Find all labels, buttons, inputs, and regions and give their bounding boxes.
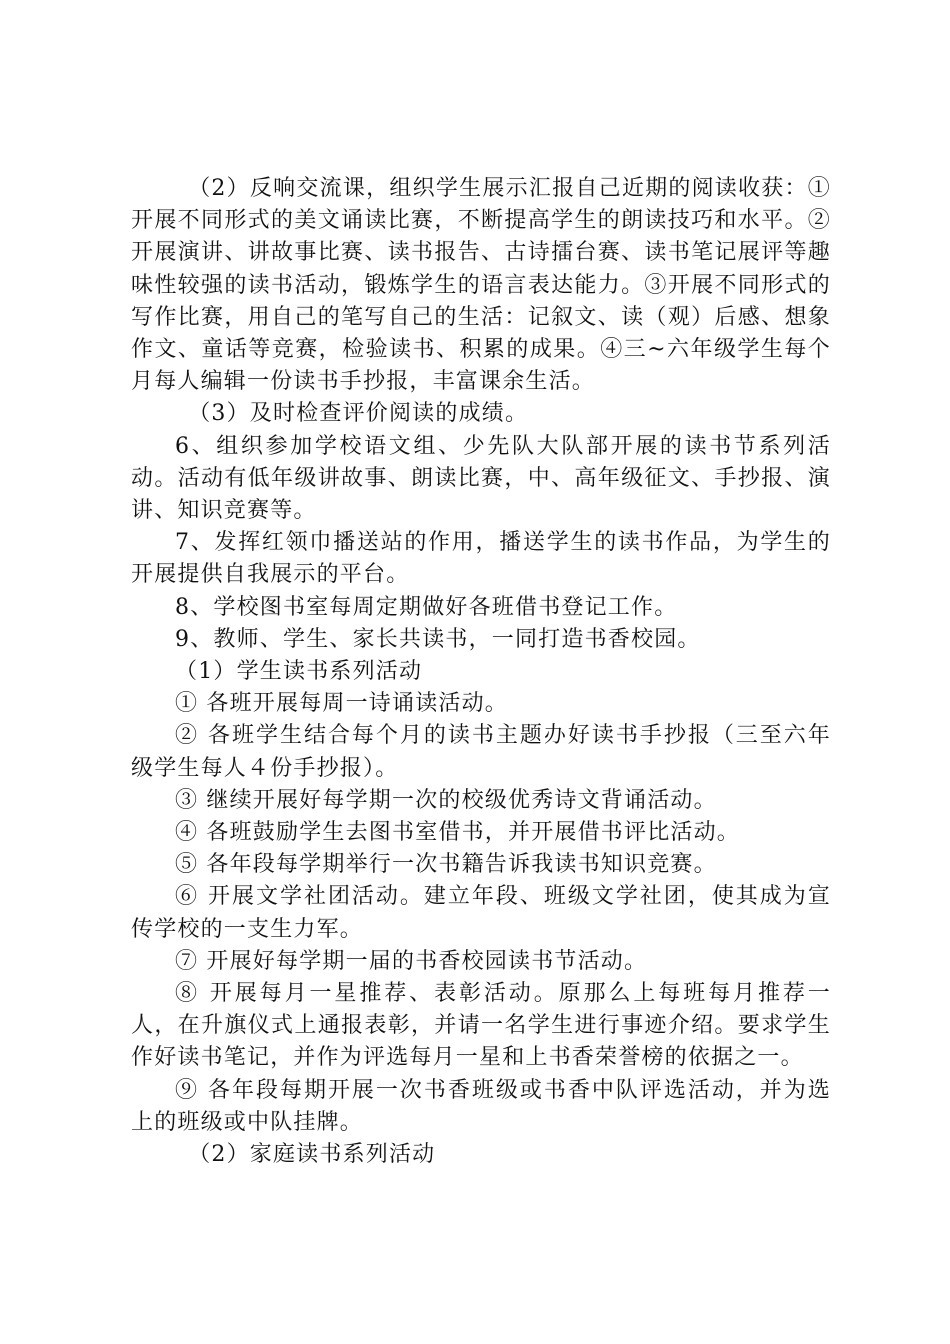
paragraph-item-7: 7、发挥红领巾播送站的作用，播送学生的读书作品，为学生的开展提供自我展示的平台。 (131, 530, 831, 588)
paragraph-check-results: （3）及时检查评价阅读的成绩。 (188, 401, 529, 427)
list-item-4: ④ 各班鼓励学生去图书室借书，并开展借书评比活动。 (175, 820, 740, 846)
list-item-7: ⑦ 开展好每学期一届的书香校园读书节活动。 (175, 948, 648, 974)
list-item-2: ② 各班学生结合每个月的读书主题办好读书手抄报（三至六年级学生每人４份手抄报）。 (131, 723, 831, 781)
list-item-5: ⑤ 各年段每学期举行一次书籍告诉我读书知识竞赛。 (175, 852, 717, 878)
subheading-student-activities: （1）学生读书系列活动 (175, 659, 423, 685)
list-item-9: ⑨ 各年段每期开展一次书香班级或书香中队评选活动，并为选上的班级或中队挂牌。 (131, 1077, 831, 1135)
list-item-8: ⑧ 开展每月一星推荐、表彰活动。原那么上每班每月推荐一人，在升旗仪式上通报表彰，并请一名学生进行事迹介绍。要求学生作好读书笔记，并作为评选每月一星和上书香荣誉榜的依据之一。 (131, 981, 831, 1071)
list-item-3: ③ 继续开展好每学期一次的校级优秀诗文背诵活动。 (175, 787, 717, 813)
document-body (131, 173, 831, 1171)
subheading-family-activities: （2）家庭读书系列活动 (188, 1142, 436, 1168)
list-item-6: ⑥ 开展文学社团活动。建立年段、班级文学社团，使其成为宣传学校的一支生力军。 (131, 884, 831, 942)
paragraph-item-9: 9、教师、学生、家长共读书，一同打造书香校园。 (175, 626, 701, 652)
list-item-1: ① 各班开展每周一诗诵读活动。 (175, 691, 508, 717)
paragraph-item-8: 8、学校图书室每周定期做好各班借书登记工作。 (175, 594, 678, 620)
paragraph-exchange-class: （2）反响交流课，组织学生展示汇报自己近期的阅读收获：①开展不同形式的美文诵读比赛，不断提高学生的朗读技巧和水平。②开展演讲、讲故事比赛、读书报告、古诗擂台赛、读书笔记展评等趣味性较强的读书活动，锻炼学生的语言表达能力。③开展不同形式的写作比赛，用自己的笔写自己的生活：记叙文、读（观）后感、想象作文、童话等竞赛，检验读书、积累的成果。④三~六年级学生每个月每人编辑一份读书手抄报，丰富课余生活。 (131, 176, 831, 395)
paragraph-item-6: 6、组织参加学校语文组、少先队大队部开展的读书节系列活动。活动有低年级讲故事、朗读比赛，中、高年级征文、手抄报、演讲、知识竞赛等。 (131, 433, 831, 524)
